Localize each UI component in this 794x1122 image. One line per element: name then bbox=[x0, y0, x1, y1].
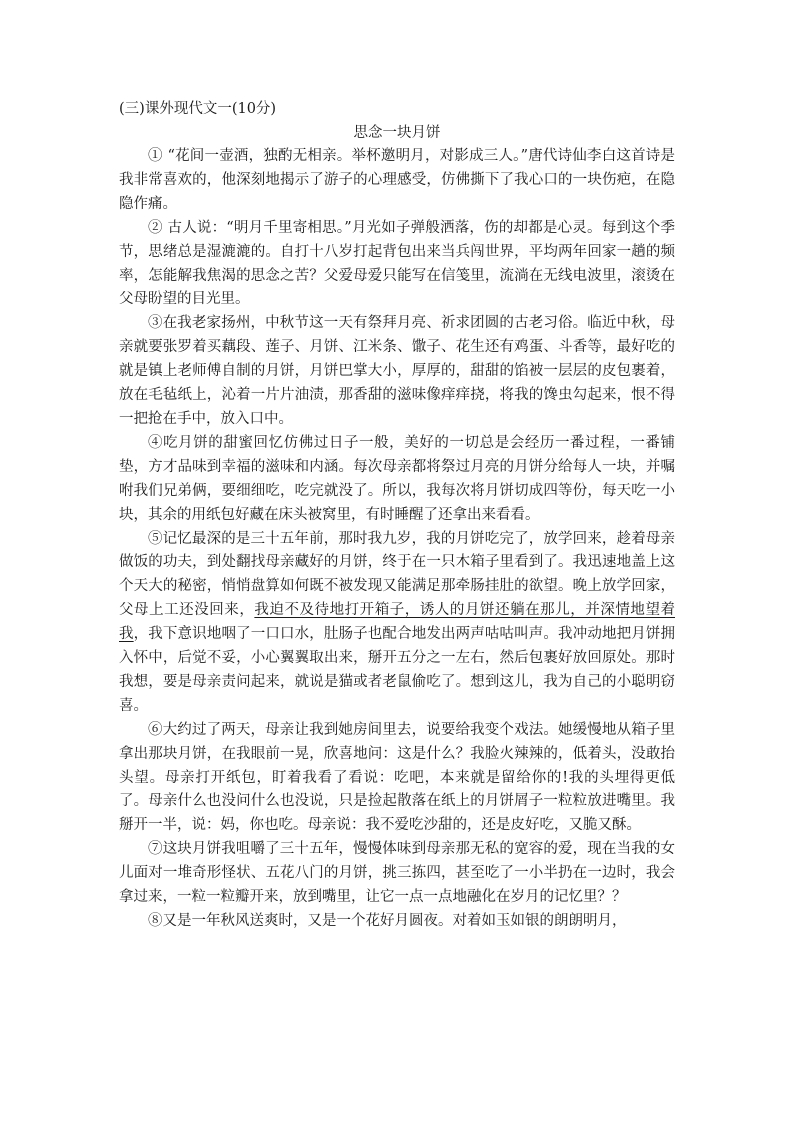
paragraph-5 bbox=[119, 528, 675, 719]
paragraph-7: ⑦这块月饼我咀嚼了三十五年，慢慢体味到母亲那无私的宽容的爱，现在当我的女儿面对一堆奇形怪状、五花八门的月饼，挑三拣四，甚至吃了一小半扔在一边时，我会拿过来，一粒一粒瓣开来，放到嘴里，让它一点一点地融化在岁月的记忆里？？ bbox=[119, 841, 675, 906]
paragraph-6: ⑥大约过了两天，母亲让我到她房间里去，说要给我变个戏法。她缓慢地从箱子里拿出那块月饼，在我眼前一晃，欣喜地问：这是什么？我脸火辣辣的，低着头，没敢抬头望。母亲打开纸包，盯着我看了看说：吃吧，本来就是留给你的!我的头埋得更低了。母亲什么也没问什么也没说，只是捡起散落在纸上的月饼屑子一粒粒放进嘴里。我掰开一半，说：妈，你也吃。母亲说：我不爱吃沙甜的，还是皮好吃，又脆又酥。 bbox=[119, 721, 675, 834]
section-heading: (三)课外现代文一(10分) bbox=[119, 101, 277, 117]
paragraph-2: ② 古人说：“明月千里寄相思。”月光如子弹般洒落，伤的却都是心灵。每到这个季节，思绪总是湿漉漉的。自打十八岁打起背包出来当兵闯世界，平均两年回家一趟的频率，怎能解我焦渴的思念之苦？父爱母爱只能写在信笺里，流淌在无线电波里，滚烫在父母盼望的目光里。 bbox=[119, 219, 675, 308]
paragraph-8: ⑧又是一年秋风送爽时，又是一个花好月圆夜。对着如玉如银的朗朗明月， bbox=[148, 913, 627, 929]
underlined-sentence: 我迫不及待地打开箱子，诱人的月饼还躺在那儿，并深情地望着我 bbox=[119, 602, 675, 643]
paragraph-3: ③在我老家扬州，中秋节这一天有祭拜月亮、祈求团圆的古老习俗。临近中秋，母亲就要张罗着买藕段、莲子、月饼、江米条、馓子、花生还有鸡蛋、斗香等，最好吃的就是镇上老师傅自制的月饼，月饼巴掌大小，厚厚的，甜甜的馅被一层层的皮包裹着，放在毛毡纸上，沁着一片片油渍，那香甜的滋味像痒痒挠，将我的馋虫勾起来，恨不得一把抢在手中，放入口中。 bbox=[119, 315, 675, 427]
paragraph-4: ④吃月饼的甜蜜回忆仿佛过日子一般，美好的一切总是会经历一番过程，一番铺垫，方才品味到幸福的滋味和内涵。每次母亲都将祭过月亮的月饼分给每人一块，并嘱咐我们兄弟俩，要细细吃，吃完就没了。所以，我每次将月饼切成四等份，每天吃一小块，其余的用纸包好藏在床头被窝里，有时睡醒了还拿出来看看。 bbox=[119, 434, 675, 523]
paragraph-5-text-before: ⑤记忆最深的是三十五年前，那时我九岁，我的月饼吃完了，放学回来，趁着母亲做饭的功夫，到处翻找母亲藏好的月饼，终于在一只木箱子里看到了。我迅速地盖上这个天大的秘密，悄悄盘算如何既不被发现又能满足那牵肠挂肚的欲望。晚上放学回家，父母上工还没回来， bbox=[119, 530, 675, 619]
document-page bbox=[119, 97, 675, 934]
article-title: 思念一块月饼 bbox=[353, 125, 441, 141]
paragraph-5-text-after: ，我下意识地咽了一口口水，肚肠子也配合地发出两声咕咕叫声。我冲动地把月饼拥入怀中，后觉不妥，小心翼翼取出来，掰开五分之一左右，然后包裹好放回原处。那时我想，要是母亲责问起来，就说是猫或者老鼠偷吃了。想到这儿，我为自己的小聪明窃喜。 bbox=[119, 626, 676, 714]
paragraph-1: ① “花间一壶酒，独酌无相亲。举杯邀明月，对影成三人。”唐代诗仙李白这首诗是我非常喜欢的，他深刻地揭示了游子的心理感受，仿佛撕下了我心口的一块伤疤，在隐隐作痛。 bbox=[119, 148, 675, 212]
